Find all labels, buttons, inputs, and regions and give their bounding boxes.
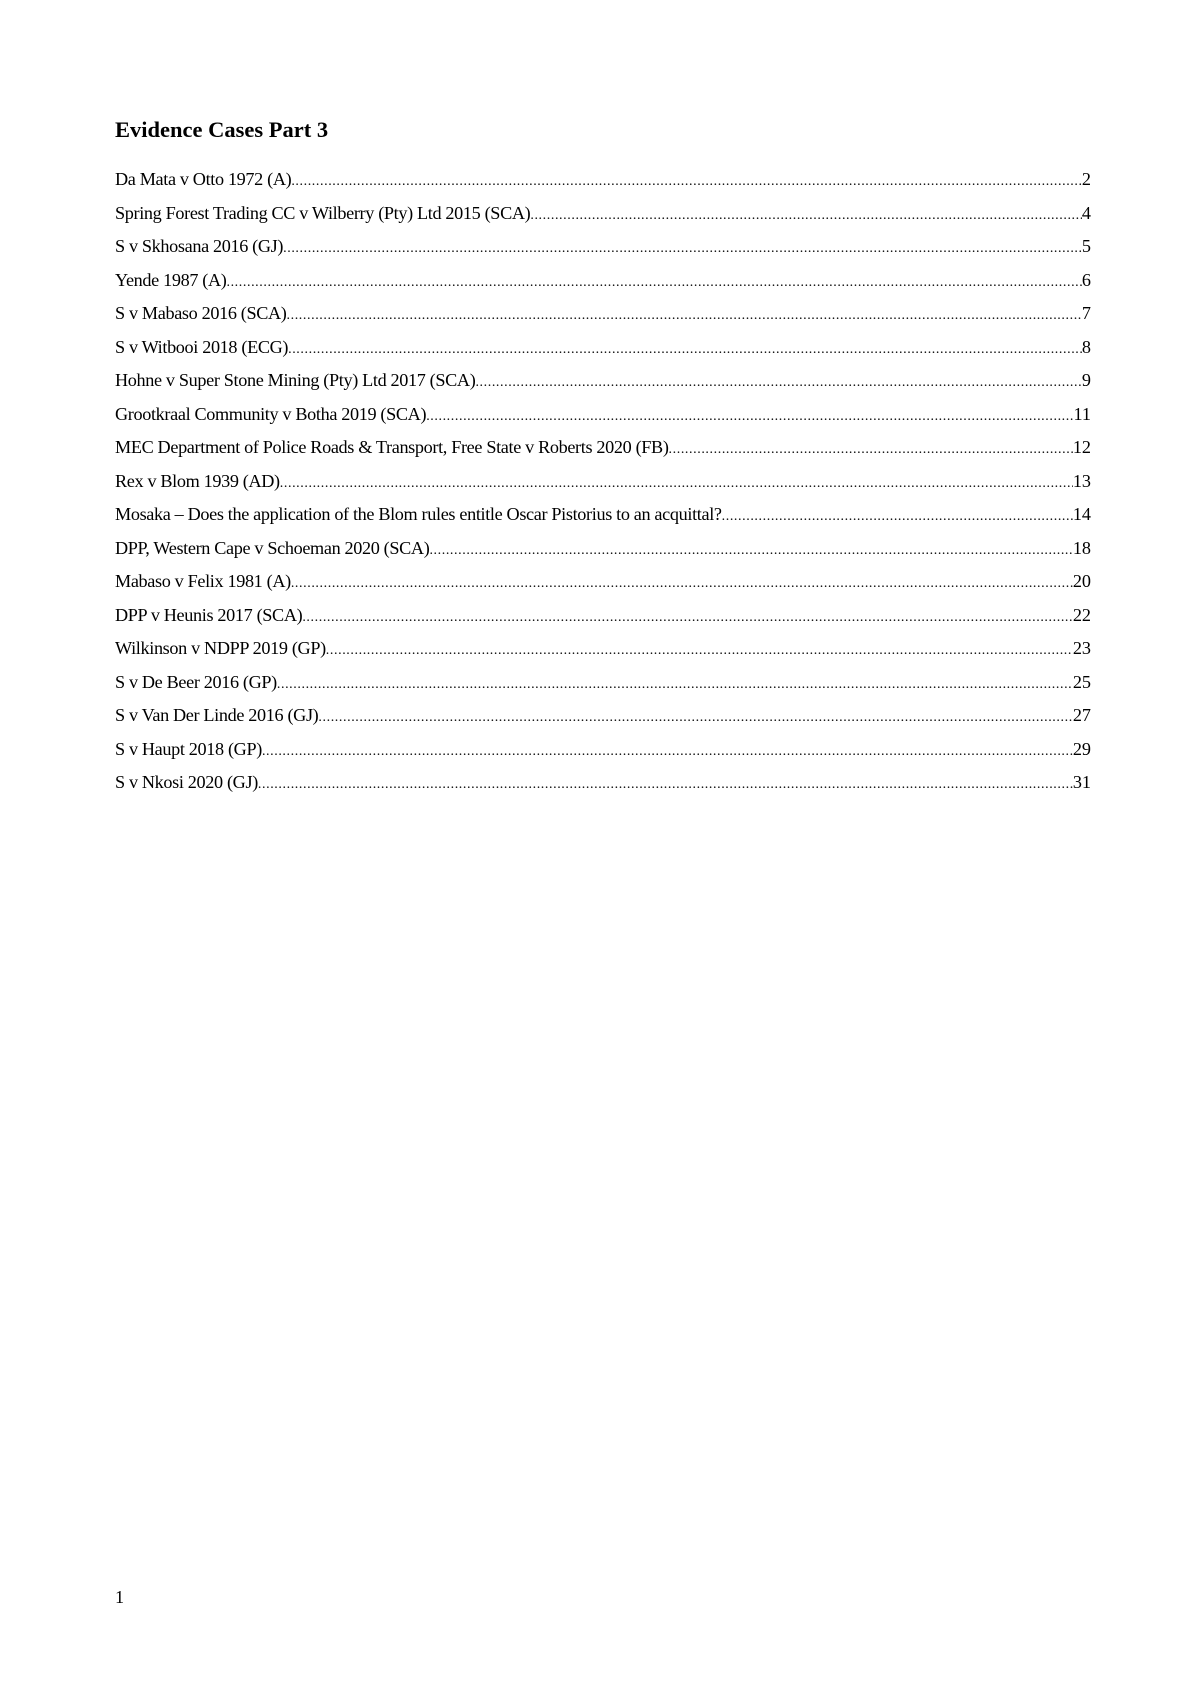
toc-entry-page-number[interactable]: 2 — [1081, 169, 1091, 189]
toc-entry-page-number[interactable]: 8 — [1081, 336, 1091, 357]
toc-entry[interactable] — [115, 666, 1091, 700]
toc-entry[interactable] — [115, 465, 1091, 499]
toc-entry-page-number[interactable]: 14 — [1072, 504, 1091, 524]
toc-entry-page-number[interactable]: 29 — [1072, 738, 1091, 759]
document-title: Evidence Cases Part 3 — [115, 117, 329, 142]
toc-entry[interactable] — [115, 398, 1091, 432]
toc-entry-title[interactable]: S v Van Der Linde 2016 (GJ) — [115, 705, 319, 725]
toc-entry-page-number[interactable]: 4 — [1081, 202, 1091, 223]
toc-dot-leader — [302, 601, 1072, 635]
toc-entry-page-number[interactable]: 6 — [1081, 269, 1091, 290]
toc-entry[interactable] — [115, 699, 1091, 733]
toc-entry[interactable] — [115, 532, 1091, 566]
toc-entry-page-number[interactable]: 23 — [1072, 638, 1091, 658]
toc-entry-title[interactable]: DPP, Western Cape v Schoeman 2020 (SCA) — [115, 537, 430, 558]
toc-entry[interactable] — [115, 632, 1091, 666]
toc-entry-page-number[interactable]: 13 — [1072, 470, 1091, 491]
toc-entry-title[interactable]: Spring Forest Trading CC v Wilberry (Pty) Ltd 2015 (SCA) — [115, 202, 531, 223]
toc-entry[interactable] — [115, 498, 1091, 532]
toc-dot-leader — [288, 333, 1082, 367]
toc-entry-title[interactable]: Rex v Blom 1939 (AD) — [115, 470, 280, 491]
toc-entry[interactable] — [115, 163, 1091, 197]
table-of-contents — [115, 163, 1091, 800]
toc-dot-leader — [258, 768, 1073, 802]
toc-entry-title[interactable]: Yende 1987 (A) — [115, 269, 227, 290]
toc-entry-title[interactable]: S v De Beer 2016 (GP) — [115, 671, 277, 692]
toc-entry[interactable] — [115, 599, 1091, 633]
toc-entry-title[interactable]: DPP v Heunis 2017 (SCA) — [115, 604, 303, 625]
toc-entry-title[interactable]: S v Skhosana 2016 (GJ) — [115, 236, 284, 256]
toc-dot-leader — [226, 266, 1081, 300]
toc-entry-page-number[interactable]: 7 — [1081, 303, 1091, 323]
toc-dot-leader — [277, 668, 1073, 702]
toc-entry-title[interactable]: S v Haupt 2018 (GP) — [115, 738, 262, 759]
toc-entry[interactable] — [115, 733, 1091, 767]
toc-entry-title[interactable]: Grootkraal Community v Botha 2019 (SCA) — [115, 403, 427, 424]
toc-entry-page-number[interactable]: 18 — [1072, 537, 1091, 558]
toc-entry[interactable] — [115, 230, 1091, 264]
toc-dot-leader — [280, 467, 1073, 501]
toc-entry-title[interactable]: Mosaka – Does the application of the Blom rules entitle Oscar Pistorius to an acquittal? — [115, 504, 722, 524]
toc-dot-leader — [283, 232, 1082, 266]
page-number: 1 — [115, 1587, 125, 1607]
toc-dot-leader — [262, 735, 1073, 769]
toc-dot-leader — [722, 500, 1073, 534]
toc-entry-page-number[interactable]: 11 — [1073, 403, 1091, 424]
toc-dot-leader — [530, 199, 1082, 233]
toc-entry[interactable] — [115, 431, 1091, 465]
toc-entry[interactable] — [115, 364, 1091, 398]
toc-dot-leader — [429, 534, 1072, 568]
toc-dot-leader — [318, 701, 1072, 735]
toc-entry-title[interactable]: Mabaso v Felix 1981 (A) — [115, 571, 291, 591]
toc-entry-title[interactable]: S v Witbooi 2018 (ECG) — [115, 336, 289, 357]
toc-dot-leader — [287, 299, 1082, 333]
toc-entry-page-number[interactable]: 9 — [1081, 370, 1091, 390]
toc-entry[interactable] — [115, 197, 1091, 231]
toc-entry-page-number[interactable]: 22 — [1072, 604, 1091, 625]
toc-entry-page-number[interactable]: 27 — [1072, 705, 1091, 725]
toc-entry-page-number[interactable]: 5 — [1081, 236, 1091, 256]
toc-dot-leader — [426, 400, 1073, 434]
toc-entry-title[interactable]: S v Mabaso 2016 (SCA) — [115, 303, 287, 323]
toc-dot-leader — [475, 366, 1081, 400]
toc-entry[interactable] — [115, 565, 1091, 599]
toc-dot-leader — [291, 165, 1082, 199]
toc-entry[interactable] — [115, 264, 1091, 298]
toc-entry[interactable] — [115, 297, 1091, 331]
toc-dot-leader — [326, 634, 1073, 668]
toc-entry[interactable] — [115, 331, 1091, 365]
toc-dot-leader — [669, 433, 1073, 467]
toc-entry-page-number[interactable]: 12 — [1072, 437, 1091, 457]
toc-entry-title[interactable]: Da Mata v Otto 1972 (A) — [115, 169, 292, 189]
toc-entry-page-number[interactable]: 20 — [1072, 571, 1091, 591]
toc-entry-title[interactable]: Hohne v Super Stone Mining (Pty) Ltd 2017 (SCA) — [115, 370, 476, 390]
toc-entry[interactable] — [115, 766, 1091, 800]
toc-entry-page-number[interactable]: 31 — [1072, 772, 1091, 792]
toc-entry-title[interactable]: Wilkinson v NDPP 2019 (GP) — [115, 638, 326, 658]
toc-entry-page-number[interactable]: 25 — [1072, 671, 1091, 692]
toc-entry-title[interactable]: S v Nkosi 2020 (GJ) — [115, 772, 258, 792]
toc-dot-leader — [291, 567, 1073, 601]
toc-entry-title[interactable]: MEC Department of Police Roads & Transport, Free State v Roberts 2020 (FB) — [115, 437, 669, 457]
